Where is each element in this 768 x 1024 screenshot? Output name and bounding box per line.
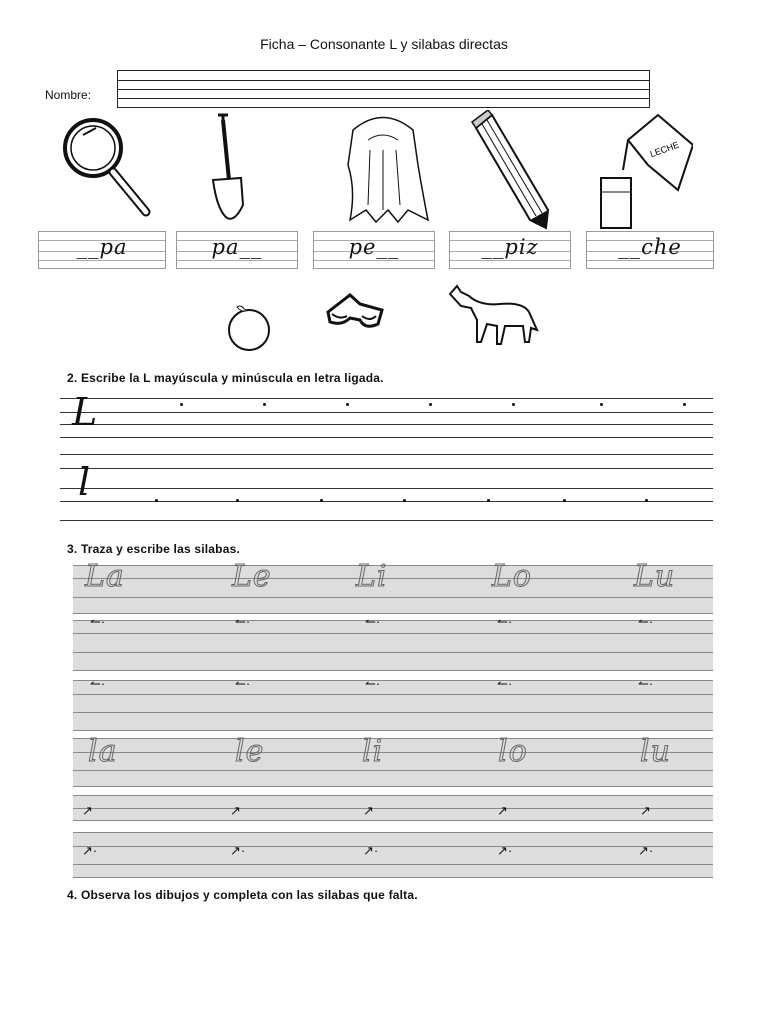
milk-carton-label: LECHE	[648, 139, 681, 160]
word-box-5[interactable]	[586, 231, 714, 269]
pencil-icon	[458, 110, 568, 235]
start-arrow-icon: ↼·	[90, 676, 106, 691]
syllable-trace-upper-2: Le	[232, 559, 272, 594]
start-arrow-icon: ↼·	[365, 614, 381, 629]
syllable-trace-lower-2: le	[235, 734, 265, 769]
start-arrow-icon: ↗·	[82, 843, 98, 858]
shovel-icon	[183, 110, 293, 235]
word-box-text: pa__	[211, 235, 263, 259]
start-dot	[263, 403, 266, 406]
start-arrow-icon: ↼·	[235, 614, 251, 629]
bottom-pictures	[120, 272, 560, 352]
section-3-heading: 3. Traza y escribe las silabas.	[67, 542, 240, 556]
start-dot	[512, 403, 515, 406]
start-arrow-icon: ↼·	[638, 676, 654, 691]
start-dot	[645, 499, 648, 502]
word-box-3[interactable]	[313, 231, 435, 269]
syllable-trace-upper-3: Li	[356, 559, 388, 594]
glasses-icon	[320, 290, 390, 335]
start-dot	[320, 499, 323, 502]
page-title: Ficha – Consonante L y silabas directas	[260, 36, 508, 52]
section-4-heading: 4. Observa los dibujos y completa con las silabas que falta.	[67, 888, 418, 902]
word-box-4[interactable]	[449, 231, 571, 269]
start-arrow-icon: ↼·	[365, 676, 381, 691]
start-dot	[346, 403, 349, 406]
start-arrow-icon: ↼·	[638, 614, 654, 629]
start-arrow-icon: ↗	[640, 803, 651, 818]
start-dot	[403, 499, 406, 502]
syllable-trace-upper-5: Lu	[634, 559, 676, 594]
start-arrow-icon: ↗·	[363, 843, 379, 858]
lowercase-l-model: l	[78, 460, 91, 504]
start-dot	[236, 499, 239, 502]
top-pictures	[38, 110, 714, 240]
start-arrow-icon: ↗·	[497, 843, 513, 858]
start-dot	[563, 499, 566, 502]
syllable-trace-lower-3: li	[362, 734, 384, 769]
syllable-trace-upper-4: Lo	[492, 559, 532, 594]
start-arrow-icon: ↗	[363, 803, 374, 818]
start-arrow-icon: ↗	[82, 803, 93, 818]
start-arrow-icon: ↗·	[638, 843, 654, 858]
wolf-icon	[445, 282, 540, 352]
word-box-2[interactable]	[176, 231, 298, 269]
start-dot	[683, 403, 686, 406]
orange-icon	[215, 302, 285, 354]
syllable-trace-upper-1: La	[85, 559, 125, 594]
section-2-heading: 2. Escribe la L mayúscula y minúscula en letra ligada.	[67, 371, 384, 385]
start-dot	[180, 403, 183, 406]
start-dot	[600, 403, 603, 406]
name-field[interactable]	[117, 70, 650, 108]
start-arrow-icon: ↗	[230, 803, 241, 818]
hair-icon	[328, 110, 438, 235]
syllable-trace-lower-5: lu	[640, 734, 671, 769]
start-arrow-icon: ↗·	[230, 843, 246, 858]
word-box-text: __pa	[76, 235, 128, 259]
word-box-text: __che	[618, 235, 682, 259]
milk-carton-icon	[583, 110, 693, 235]
magnifying-glass-icon	[48, 110, 158, 235]
start-dot	[487, 499, 490, 502]
word-box-1[interactable]	[38, 231, 166, 269]
syllable-trace-lower-4: lo	[498, 734, 528, 769]
word-box-text: pe__	[348, 235, 400, 259]
start-arrow-icon: ↼·	[235, 676, 251, 691]
word-box-text: __piz	[481, 235, 539, 259]
start-dot	[429, 403, 432, 406]
start-arrow-icon: ↼·	[497, 614, 513, 629]
syllable-trace-lower-1: la	[88, 734, 118, 769]
uppercase-l-model: L	[72, 390, 98, 434]
start-arrow-icon: ↼·	[90, 614, 106, 629]
start-arrow-icon: ↗	[497, 803, 508, 818]
start-dot	[155, 499, 158, 502]
name-label: Nombre:	[45, 88, 92, 102]
start-arrow-icon: ↼·	[497, 676, 513, 691]
